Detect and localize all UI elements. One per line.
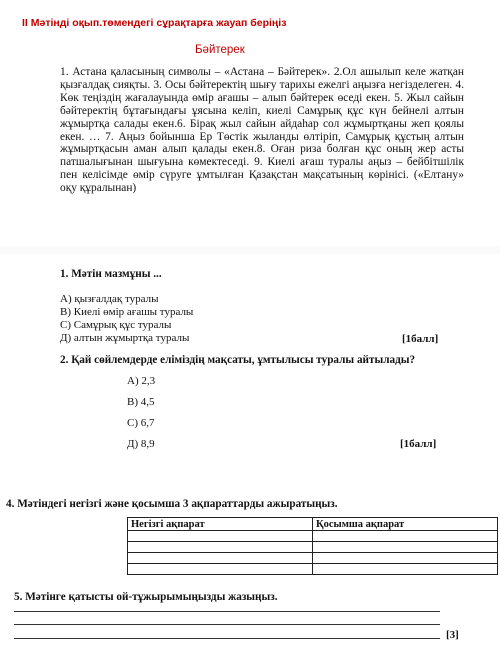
q2-option-b: В) 4,5 [127, 396, 155, 408]
answer-line-2[interactable] [14, 624, 440, 625]
q2-option-a: А) 2,3 [127, 375, 156, 387]
question-4-title: 4. Мәтіндегі негізгі және қосымша 3 ақпараттарды ажыратыңыз. [6, 498, 338, 510]
q2-option-c: С) 6,7 [127, 417, 155, 429]
answer-line-3[interactable] [14, 638, 440, 639]
q1-score: [1балл] [402, 333, 439, 345]
question-5-title: 5. Мәтінге қатысты ой-тұжырымыңызды жазыңыз. [14, 591, 278, 603]
main-info-header: Негізгі ақпарат [128, 518, 313, 531]
page-divider [0, 246, 500, 254]
q2-score: [1балл] [400, 438, 437, 450]
extra-info-cell[interactable] [313, 542, 498, 553]
main-info-cell[interactable] [128, 531, 313, 542]
extra-info-cell[interactable] [313, 531, 498, 542]
q5-score: [3] [446, 629, 459, 641]
q2-option-d: Д) 8,9 [127, 438, 155, 450]
q1-option-b: В) Киелі өмір ағашы туралы [60, 306, 194, 318]
question-2-title: 2. Қай сөйлемдерде еліміздің мақсаты, ұмтылысы туралы айтылады? [60, 354, 416, 366]
task-title: II Мәтінді оқып.төмендегі сұрақтарға жауап беріңіз [22, 17, 287, 29]
extra-info-header: Қосымша ақпарат [313, 518, 498, 531]
q1-option-a: А) қызғалдақ туралы [60, 293, 159, 305]
main-info-cell[interactable] [128, 564, 313, 575]
story-text: 1. Астана қаласының символы – «Астана – Бәйтерек». 2.Ол ашылып келе жатқан қызғалдақ сияқты. 3. Осы бәйтеректің шығу тарихы ежелгі аңызға негізделеген. 4. Көк теңіздің жағалауында өмір ағашы – алып бәйтерек өседі екен. 5. Жыл сайын бәйтеректің бұтағындағы ұясына келіп, киелі Самұрық құс күн бейнелі алтын жұмыртқа салады екен.6. Бірақ жыл сайын айдаһар сол жұмыртқаны жеп қоялы екен. … 7. Аңыз бойынша Ер Төстік жыланды өлтіріп, Самұрық құстың алтын жұмыртқасын аман алып қалады екен.8. Оған риза болған құс оның жер асты патшалығынан шығуына көмектеседі. 9. Киелі ағаш туралы аңыз – бейбітшілік пен келісімде өмір сүруге ұмтылған Қазақстан мақсатының көрінісі. («Елтану» оқу құралынан) [60, 66, 464, 195]
main-info-cell[interactable] [128, 553, 313, 564]
question-1-title: 1. Мәтін мазмұны ... [60, 268, 162, 280]
extra-info-cell[interactable] [313, 553, 498, 564]
info-table [127, 517, 498, 575]
story-title: Бәйтерек [195, 44, 245, 56]
q1-option-d: Д) алтын жұмыртқа туралы [60, 332, 190, 344]
extra-info-cell[interactable] [313, 564, 498, 575]
main-info-cell[interactable] [128, 542, 313, 553]
q1-option-c: С) Самұрық құс туралы [60, 319, 172, 331]
answer-line-1[interactable] [14, 611, 440, 612]
